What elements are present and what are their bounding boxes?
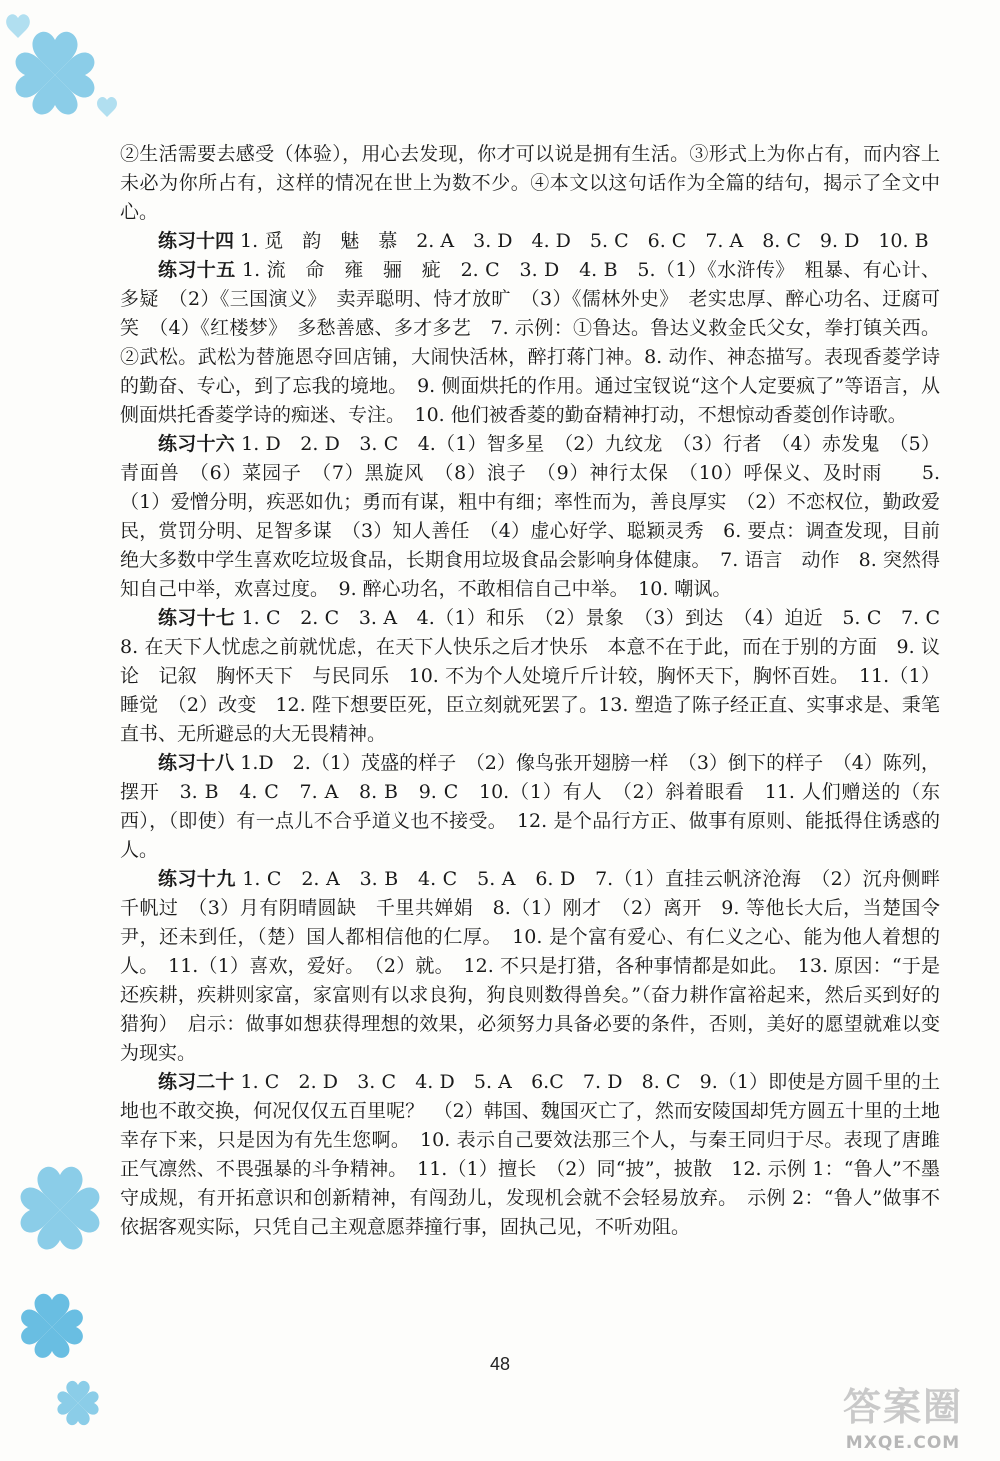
answer-text: 1. D 2. D 3. C 4.（1）智多星 （2）九纹龙 （3）行者 （4）赤发鬼 （5）青面兽 （6）菜园子 （7）黑旋风 （8）浪子 （9）神行太保 （10）呼保义、及时雨 5.（1）爱憎分明，疾恶如仇；勇而有谋，粗中有细；率性而为，善良厚实 （2）不恋权位，勤政爱民，赏罚分明、足智多谋 （3）知人善任 （4）虚心好学、聪颖灵秀 6. 要点：调查发现，目前绝大多数中学生喜欢吃垃圾食品，长期食用垃圾食品会影响身体健康。 7. 语言 动作 8. 突然得知自己中举，欢喜过度。 9. 醉心功名，不敢相信自己中举。 10. 嘲讽。 <box>120 433 940 600</box>
answer-paragraph <box>120 430 940 604</box>
answer-content <box>120 140 959 1242</box>
page-number: 48 <box>489 1354 511 1374</box>
answer-paragraph <box>120 256 940 430</box>
clover-icon <box>0 0 140 140</box>
answer-text: 1. C 2. A 3. B 4. C 5. A 6. D 7.（1）直挂云帆济沧海 （2）沉舟侧畔千帆过 （3）月有阴晴圆缺 千里共婵娟 8.（1）刚才 （2）离开 9. 等他长大后，当楚国令尹，还未到任，（楚）国人都相信他的仁厚。 10. 是个富有爱心、有仁义之心、能为他人着想的人。 11.（1）喜欢，爱好。 （2）就。 12. 不只是打猎，各种事情都是如此。 13. 原因：“于是还疾耕，疾耕则家富，家富则有以求良狗，狗良则数得兽矣。”（奋力耕作富裕起来，然后买到好的猎狗） 启示：做事如想获得理想的效果，必须努力具备必要的条件，否则，美好的愿望就难以变为现实。 <box>120 868 940 1064</box>
answer-text: 1.D 2.（1）茂盛的样子 （2）像鸟张开翅膀一样 （3）倒下的样子 （4）陈列，摆开 3. B 4. C 7. A 8. B 9. C 10.（1）有人 （2）斜着眼看 11. 人们赠送的（东西），（即使）有一点儿不合乎道义也不接受。 12. 是个品行方正、做事有原则、能抵得住诱惑的人。 <box>120 752 940 861</box>
watermark <box>818 1381 988 1453</box>
exercise-label: 练习十七 <box>158 607 236 629</box>
exercise-label: 练习十九 <box>158 868 236 890</box>
clover-icon <box>0 1140 120 1440</box>
answer-paragraph <box>120 604 959 749</box>
exercise-label: 练习十六 <box>158 433 235 455</box>
clover-decoration-top <box>0 0 140 140</box>
watermark-logo: 答案圈 <box>842 1385 963 1429</box>
clover-decoration-bottom <box>0 1140 120 1440</box>
watermark-site: MXQE.COM <box>845 1433 961 1453</box>
answer-text: 1. 觅 韵 魅 慕 2. A 3. D 4. D 5. C 6. C 7. A 8. C 9. D 10. B <box>234 230 929 252</box>
answer-paragraph <box>120 227 940 256</box>
answer-text: 1. C 2. D 3. C 4. D 5. A 6.C 7. D 8. C 9.（1）即使是方圆千里的土地也不敢交换，何况仅仅五百里呢？ （2）韩国、魏国灭亡了，然而安陵国却凭方圆五十里的土地幸存下来，只是因为有先生您啊。 10. 表示自己要效法那三个人，与秦王同归于尽。表现了唐雎正气凛然、不畏强暴的斗争精神。 11.（1）擅长 （2）同“披”，披散 12. 示例 1：“鲁人”不墨守成规，有开拓意识和创新精神，有闯劲儿，发现机会就不会轻易放弃。 示例 2：“鲁人”做事不依据客观实际，只凭自己主观意愿莽撞行事，固执己见，不听劝阻。 <box>120 1071 940 1238</box>
answer-text: ②生活需要去感受（体验），用心去发现，你才可以说是拥有生活。③形式上为你占有，而内容上未必为你所占有，这样的情况在世上为数不少。④本文以这句话作为全篇的结句，揭示了全文中心。 <box>120 143 940 223</box>
answer-text: 1. 流 命 雍 骊 疵 2. C 3. D 4. B 5.（1）《水浒传》 粗暴、有心计、多疑 （2）《三国演义》 卖弄聪明、恃才放旷 （3）《儒林外史》 老实忠厚、醉心功名、迂腐可笑 （4）《红楼梦》 多愁善感、多才多艺 7. 示例：①鲁达。鲁达义救金氏父女，拳打镇关西。②武松。武松为替施恩夺回店铺，大闹快活林，醉打蒋门神。8. 动作、神态描写。表现香菱学诗的勤奋、专心，到了忘我的境地。 9. 侧面烘托的作用。通过宝钗说“这个人定要疯了”等语言，从侧面烘托香菱学诗的痴迷、专注。 10. 他们被香菱的勤奋精神打动，不想惊动香菱创作诗歌。 <box>120 259 940 426</box>
exercise-label: 练习二十 <box>158 1071 235 1093</box>
answer-paragraph <box>120 1068 940 1242</box>
answer-paragraph <box>120 865 940 1068</box>
exercise-label: 练习十八 <box>158 752 235 774</box>
exercise-label: 练习十五 <box>158 259 236 281</box>
answer-paragraph <box>120 749 940 865</box>
answer-paragraph <box>120 140 940 227</box>
answer-text: 1. C 2. C 3. A 4.（1）和乐 （2）景象 （3）到达 （4）迫近 5. C 7. C 8. 在天下人忧虑之前就忧虑，在天下人快乐之后才快乐 本意不在于此，而在于别的方面 9. 议论 记叙 胸怀天下 与民同乐 10. 不为个人处境斤斤计较，胸怀天下，胸怀百姓。 11.（1）睡觉 （2）改变 12. 陛下想要臣死，臣立刻就死罢了。13. 塑造了陈子经正直、实事求是、秉笔直书、无所避忌的大无畏精神。 <box>120 607 959 745</box>
exercise-label: 练习十四 <box>158 230 235 252</box>
